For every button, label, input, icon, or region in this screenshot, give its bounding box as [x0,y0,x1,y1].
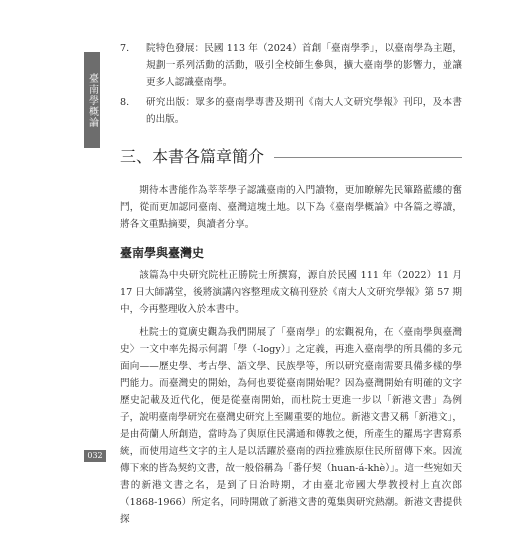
list-item [120,40,462,91]
section-rule [274,157,462,158]
list-item [120,94,462,128]
body-paragraph: 該篇為中央研究院杜正勝院士所撰寫，源自於民國 111 年（2022）11 月 17 日大師講堂，後將演講內容整理成文稿刊登於《南大人文研究學報》第 57 期中，今再整理收入於本書中。 [120,270,462,315]
page-content [120,40,462,534]
intro-paragraph: 期待本書能作為莘莘學子認識臺南的入門讀物，更加瞭解先民篳路藍縷的奮鬥，從而更加認同臺南、臺灣這塊土地。以下為《臺南學概論》中各篇之導讀，將各文重點摘要，與讀者分享。 [120,185,462,230]
section-title: 三、本書各篇章簡介 [120,147,265,166]
subsection-title: 臺南學與臺灣史 [120,246,205,260]
running-title-tab: 臺南學概論 [84,52,100,148]
list-item-number: 7. [120,43,130,54]
section-heading [120,146,462,168]
list-item-text: 研究出版：眾多的臺南學專書及期刊《南大人文研究學報》刊印，及本書的出版。 [146,97,462,125]
page-number: 032 [84,450,106,462]
list-item-number: 8. [120,97,130,108]
body-paragraph: 杜院士的寬廣史觀為我們開展了「臺南學」的宏觀視角，在〈臺南學與臺灣史〉一文中率先揭示何謂「學（-logy）」之定義，再進入臺南學的所具備的多元面向——歷史學、考古學、語文學、民族學等，所以研究臺南需要具備多樣的學門能力。而臺灣史的開始，為何也要從臺南開始呢？因為臺灣開始有明確的文字歷史記載及近代化，便是從臺南開始，而杜院士更進一步以「新港文書」為例子，說明臺南學研究在臺灣史研究上至關重要的地位。新港文書又稱「新港文」，是由荷蘭人所創造，當時為了與原住民溝通和傳教之便，所產生的羅馬字書寫系統，而使用這些文字的主人是以活躍於臺南的西拉雅族原住民所留傳下來。因流傳下來的皆為契約文書，故一般俗稱為「番仔契（huan-á-khè）」。這一些宛如天書的新港文書之名，是到了日治時期，才由臺北帝國大學教授村上直次郎（1868-1966）所定名，同時開啟了新港文書的蒐集與研究熱潮。新港文書提供探 [120,327,462,525]
list-item-text: 院特色發展：民國 113 年（2024）首創「臺南學季」，以臺南學為主題，規劃一系列活動的活動，吸引全校師生參與，擴大臺南學的影響力，並讓更多人認識臺南學。 [146,43,462,88]
